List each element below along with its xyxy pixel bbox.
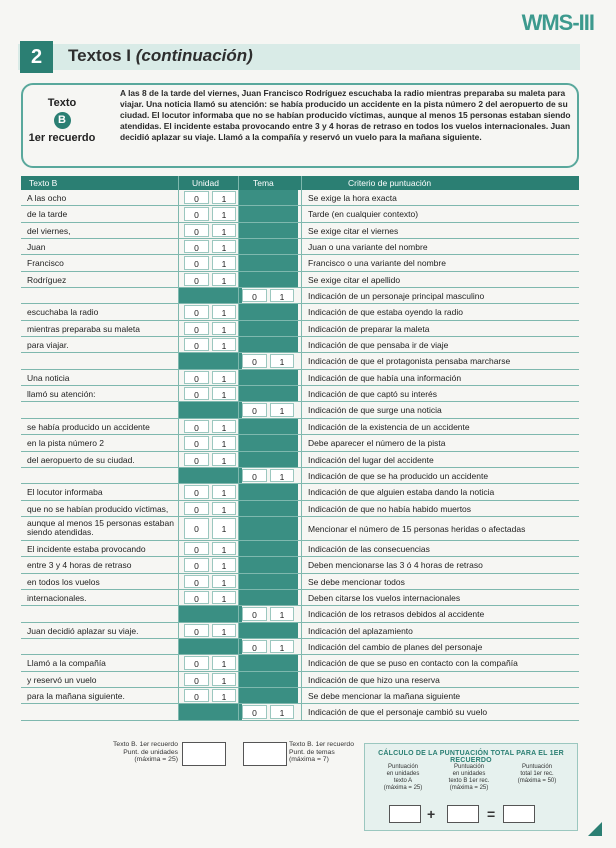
- text-segment: para viajar.: [27, 340, 69, 351]
- theme-score-0[interactable]: 0: [242, 705, 267, 718]
- calc-col-total: Puntuación total 1er rec. (máxima = 50): [517, 764, 557, 784]
- unit-score-0[interactable]: 0: [184, 305, 209, 318]
- total-score-box: [364, 743, 578, 831]
- unit-row: [21, 452, 579, 468]
- unit-score-1[interactable]: 1: [212, 256, 236, 269]
- theme-shade: [238, 452, 298, 467]
- unit-score-0[interactable]: 0: [184, 502, 209, 515]
- unit-row: [21, 206, 579, 222]
- units-score-box[interactable]: [182, 742, 226, 766]
- theme-shade: [238, 672, 298, 687]
- unit-score-1[interactable]: 1: [212, 436, 236, 449]
- theme-row: [21, 639, 579, 655]
- theme-shade: [238, 623, 298, 638]
- theme-shade: [238, 386, 298, 401]
- unit-shade: [178, 606, 242, 621]
- unit-score-1[interactable]: 1: [212, 575, 236, 588]
- unit-row: [21, 223, 579, 239]
- unit-shade: [178, 288, 242, 303]
- calc-col-b: Puntuación en unidades texto B 1er rec. (máxima = 25): [448, 764, 490, 791]
- criterion-text: Indicación de que alguien estaba dando la noticia: [301, 484, 579, 499]
- criterion-text: Deben mencionarse las 3 ó 4 horas de retraso: [301, 557, 579, 572]
- text-segment: Una noticia: [27, 372, 70, 383]
- unit-score-1[interactable]: 1: [212, 322, 236, 335]
- criterion-text: Indicación de que el personaje cambió su vuelo: [301, 704, 579, 719]
- criterion-text: Indicación de que había una información: [301, 370, 579, 385]
- theme-row: [21, 606, 579, 622]
- text-segment: internacionales.: [27, 592, 87, 603]
- unit-row: [21, 623, 579, 639]
- text-segment: aunque al menos 15 personas estaban siendo atendidas.: [27, 517, 174, 537]
- theme-shade: [238, 190, 298, 205]
- unit-score-0[interactable]: 0: [184, 542, 209, 555]
- units-score-label: Texto B. 1er recuerdo Punt. de unidades (máxima = 25): [113, 741, 178, 763]
- unit-score-1[interactable]: 1: [212, 387, 236, 400]
- text-segment: escuchaba la radio: [27, 307, 99, 318]
- story-label-top: Texto: [47, 97, 77, 109]
- theme-shade: [238, 206, 298, 221]
- theme-shade: [238, 272, 298, 287]
- theme-score-1[interactable]: 1: [270, 289, 294, 302]
- theme-shade: [238, 255, 298, 270]
- text-segment: Juan decidió aplazar su viaje.: [27, 625, 139, 636]
- plus-sign: +: [427, 806, 436, 822]
- theme-row: [21, 704, 579, 720]
- unit-score-0[interactable]: 0: [184, 420, 209, 433]
- section-title-italic: (continuación): [135, 46, 253, 65]
- theme-shade: [238, 435, 298, 450]
- unit-row: [21, 304, 579, 320]
- theme-shade: [238, 517, 298, 540]
- unit-score-0[interactable]: 0: [184, 371, 209, 384]
- criterion-text: Francisco o una variante del nombre: [301, 255, 579, 270]
- header-text: Texto B: [29, 178, 58, 188]
- criterion-text: Se debe mencionar la mañana siguiente: [301, 688, 579, 703]
- unit-score-0[interactable]: 0: [184, 453, 209, 466]
- criterion-text: Se exige citar el viernes: [301, 223, 579, 238]
- score-a-input[interactable]: [389, 805, 421, 823]
- unit-score-0[interactable]: 0: [184, 558, 209, 571]
- unit-shade: [178, 468, 242, 483]
- criterion-text: Indicación de que surge una noticia: [301, 402, 579, 417]
- criterion-text: Indicación del lugar del accidente: [301, 452, 579, 467]
- equals-sign: =: [487, 806, 496, 822]
- theme-shade: [238, 590, 298, 605]
- theme-shade: [238, 321, 298, 336]
- theme-score-1[interactable]: 1: [270, 403, 294, 416]
- unit-score-0[interactable]: 0: [184, 387, 209, 400]
- criterion-text: Mencionar el número de 15 personas heridas o afectadas: [301, 517, 579, 540]
- header-theme: Tema: [253, 178, 274, 188]
- section-number: 2: [20, 41, 53, 73]
- calc-col-a: Puntuación en unidades texto A (máxima = 25): [383, 764, 423, 791]
- theme-row: [21, 402, 579, 418]
- theme-shade: [238, 239, 298, 254]
- criterion-text: Indicación de preparar la maleta: [301, 321, 579, 336]
- text-segment: en todos los vuelos: [27, 576, 100, 587]
- wms-logo: WMS-III: [521, 10, 594, 35]
- unit-score-0[interactable]: 0: [184, 224, 209, 237]
- unit-score-0[interactable]: 0: [184, 624, 209, 637]
- criterion-text: Indicación de que hizo una reserva: [301, 672, 579, 687]
- unit-score-1[interactable]: 1: [212, 240, 236, 253]
- theme-shade: [238, 557, 298, 572]
- theme-row: [21, 468, 579, 484]
- unit-score-0[interactable]: 0: [184, 436, 209, 449]
- column-divider: [238, 176, 239, 721]
- unit-score-1[interactable]: 1: [212, 542, 236, 555]
- text-b-badge: B: [54, 112, 71, 129]
- theme-row: [21, 353, 579, 369]
- criterion-text: Indicación de las consecuencias: [301, 541, 579, 556]
- unit-score-1[interactable]: 1: [212, 207, 236, 220]
- section-title-main: Textos I: [68, 46, 131, 65]
- criterion-text: Indicación de la existencia de un accidente: [301, 419, 579, 434]
- theme-score-0[interactable]: 0: [242, 354, 267, 367]
- story-label-bottom: 1er recuerdo: [28, 132, 96, 144]
- unit-score-0[interactable]: 0: [184, 591, 209, 604]
- column-divider: [178, 176, 179, 721]
- theme-score-1[interactable]: 1: [270, 640, 294, 653]
- unit-shade: [178, 704, 242, 719]
- theme-score-1[interactable]: 1: [270, 469, 294, 482]
- criterion-text: Se debe mencionar todos: [301, 574, 579, 589]
- unit-row: [21, 370, 579, 386]
- unit-score-0[interactable]: 0: [184, 575, 209, 588]
- section-title: [68, 46, 253, 66]
- theme-row: [21, 288, 579, 304]
- unit-score-1[interactable]: 1: [212, 224, 236, 237]
- text-segment: Francisco: [27, 258, 64, 269]
- column-divider: [301, 176, 302, 721]
- text-segment: Rodríguez: [27, 274, 67, 285]
- theme-score-1[interactable]: 1: [270, 705, 294, 718]
- header-unit: Unidad: [192, 178, 219, 188]
- text-segment: Llamó a la compañía: [27, 658, 106, 669]
- theme-shade: [238, 484, 298, 499]
- unit-score-1[interactable]: 1: [212, 485, 236, 498]
- text-segment: para la mañana siguiente.: [27, 690, 125, 701]
- unit-score-0[interactable]: 0: [184, 240, 209, 253]
- criterion-text: Indicación de que estaba oyendo la radio: [301, 304, 579, 319]
- unit-row: [21, 190, 579, 206]
- theme-shade: [238, 501, 298, 516]
- criterion-text: Indicación de que captó su interés: [301, 386, 579, 401]
- unit-row: [21, 419, 579, 435]
- unit-score-1[interactable]: 1: [212, 558, 236, 571]
- criterion-text: Indicación de un personaje principal masculino: [301, 288, 579, 303]
- unit-shade: [178, 353, 242, 368]
- unit-row: [21, 517, 579, 541]
- unit-score-1[interactable]: 1: [212, 453, 236, 466]
- text-segment: en la pista número 2: [27, 438, 105, 449]
- theme-shade: [238, 304, 298, 319]
- unit-row: [21, 337, 579, 353]
- unit-score-1[interactable]: 1: [212, 689, 236, 702]
- criterion-text: Indicación de que el protagonista pensaba marcharse: [301, 353, 579, 368]
- unit-score-1[interactable]: 1: [212, 273, 236, 286]
- unit-score-0[interactable]: 0: [184, 322, 209, 335]
- unit-score-1[interactable]: 1: [212, 591, 236, 604]
- theme-shade: [238, 370, 298, 385]
- criterion-text: Deben citarse los vuelos internacionales: [301, 590, 579, 605]
- next-page-corner-icon: [588, 822, 602, 836]
- header-criteria: Criterio de puntuación: [348, 178, 432, 188]
- criterion-text: Indicación de que se puso en contacto con la compañía: [301, 655, 579, 670]
- unit-row: [21, 501, 579, 517]
- criterion-text: Indicación de que pensaba ir de viaje: [301, 337, 579, 352]
- unit-score-0[interactable]: 0: [184, 207, 209, 220]
- theme-shade: [238, 541, 298, 556]
- criterion-text: Tarde (en cualquier contexto): [301, 206, 579, 221]
- unit-row: [21, 321, 579, 337]
- unit-score-0[interactable]: 0: [184, 518, 209, 539]
- criterion-text: Indicación de que no había habido muertos: [301, 501, 579, 516]
- themes-score-label: Texto B. 1er recuerdo Punt. de temas (máxima = 7): [289, 741, 354, 763]
- unit-score-0[interactable]: 0: [184, 485, 209, 498]
- theme-score-0[interactable]: 0: [242, 289, 267, 302]
- unit-score-0[interactable]: 0: [184, 338, 209, 351]
- theme-score-0[interactable]: 0: [242, 607, 267, 620]
- theme-shade: [238, 419, 298, 434]
- criterion-text: Se exige la hora exacta: [301, 190, 579, 205]
- text-segment: y reservó un vuelo: [27, 674, 97, 685]
- unit-score-0[interactable]: 0: [184, 273, 209, 286]
- unit-score-1[interactable]: 1: [212, 673, 236, 686]
- table-header: [21, 176, 579, 190]
- unit-score-1[interactable]: 1: [212, 420, 236, 433]
- theme-score-0[interactable]: 0: [242, 640, 267, 653]
- theme-shade: [238, 223, 298, 238]
- criterion-text: Indicación de que se ha producido un accidente: [301, 468, 579, 483]
- text-segment: se había producido un accidente: [27, 421, 150, 432]
- unit-row: [21, 255, 579, 271]
- criterion-text: Indicación de los retrasos debidos al accidente: [301, 606, 579, 621]
- unit-score-1[interactable]: 1: [212, 518, 236, 539]
- table-body: [21, 190, 579, 721]
- unit-score-0[interactable]: 0: [184, 191, 209, 204]
- text-segment: entre 3 y 4 horas de retraso: [27, 560, 132, 571]
- text-segment: Juan: [27, 242, 46, 253]
- unit-row: [21, 484, 579, 500]
- text-segment: llamó su atención:: [27, 389, 96, 400]
- unit-row: [21, 239, 579, 255]
- unit-row: [21, 435, 579, 451]
- score-b-input[interactable]: [447, 805, 479, 823]
- text-segment: del viernes,: [27, 225, 71, 236]
- criterion-text: Juan o una variante del nombre: [301, 239, 579, 254]
- unit-row: [21, 557, 579, 573]
- story-text: A las 8 de la tarde del viernes, Juan Francisco Rodríguez escuchaba la radio mientras preparaba su maleta para viajar. Una noticia llamó su atención: se había producido un accidente en la pista número 2 del aeropuerto de su ciudad. El locutor informaba que no se habían producido víctimas, aunque al menos 15 personas estaban siendo atendidas. El incidente estaba provocando entre 3 y 4 horas de retraso en todos los vuelos internacionales. Juan decidió aplazar su viaje. Llamó a la compañía y reservó un vuelo para la mañana siguiente.: [120, 88, 571, 142]
- theme-shade: [238, 574, 298, 589]
- unit-row: [21, 272, 579, 288]
- theme-shade: [238, 688, 298, 703]
- unit-score-1[interactable]: 1: [212, 371, 236, 384]
- theme-shade: [238, 655, 298, 670]
- theme-score-1[interactable]: 1: [270, 607, 294, 620]
- theme-score-1[interactable]: 1: [270, 354, 294, 367]
- text-segment: El incidente estaba provocando: [27, 543, 146, 554]
- scoring-table: [21, 176, 579, 721]
- criterion-text: Se exige citar el apellido: [301, 272, 579, 287]
- unit-row: [21, 541, 579, 557]
- unit-row: [21, 688, 579, 704]
- calc-title: CÁLCULO DE LA PUNTUACIÓN TOTAL PARA EL 1ER RECUERDO: [378, 750, 564, 764]
- criterion-text: Indicación del aplazamiento: [301, 623, 579, 638]
- unit-score-1[interactable]: 1: [212, 502, 236, 515]
- criterion-text: Indicación del cambio de planes del personaje: [301, 639, 579, 654]
- unit-row: [21, 590, 579, 606]
- unit-score-0[interactable]: 0: [184, 656, 209, 669]
- text-segment: del aeropuerto de su ciudad.: [27, 454, 135, 465]
- unit-row: [21, 655, 579, 671]
- unit-score-1[interactable]: 1: [212, 656, 236, 669]
- criterion-text: Debe aparecer el número de la pista: [301, 435, 579, 450]
- unit-score-0[interactable]: 0: [184, 673, 209, 686]
- total-score-input[interactable]: [503, 805, 535, 823]
- unit-score-1[interactable]: 1: [212, 624, 236, 637]
- unit-score-0[interactable]: 0: [184, 256, 209, 269]
- unit-score-1[interactable]: 1: [212, 305, 236, 318]
- unit-shade: [178, 639, 242, 654]
- unit-shade: [178, 402, 242, 417]
- theme-score-0[interactable]: 0: [242, 403, 267, 416]
- unit-score-1[interactable]: 1: [212, 191, 236, 204]
- themes-score-box[interactable]: [243, 742, 287, 766]
- story-label: [27, 97, 97, 144]
- unit-score-1[interactable]: 1: [212, 338, 236, 351]
- unit-row: [21, 672, 579, 688]
- text-segment: mientras preparaba su maleta: [27, 323, 140, 334]
- text-segment: A las ocho: [27, 193, 67, 203]
- text-segment: de la tarde: [27, 209, 68, 220]
- theme-shade: [238, 337, 298, 352]
- text-segment: El locutor informaba: [27, 487, 103, 498]
- unit-row: [21, 386, 579, 402]
- text-segment: que no se habían producido víctimas,: [27, 503, 169, 514]
- theme-score-0[interactable]: 0: [242, 469, 267, 482]
- unit-row: [21, 574, 579, 590]
- unit-score-0[interactable]: 0: [184, 689, 209, 702]
